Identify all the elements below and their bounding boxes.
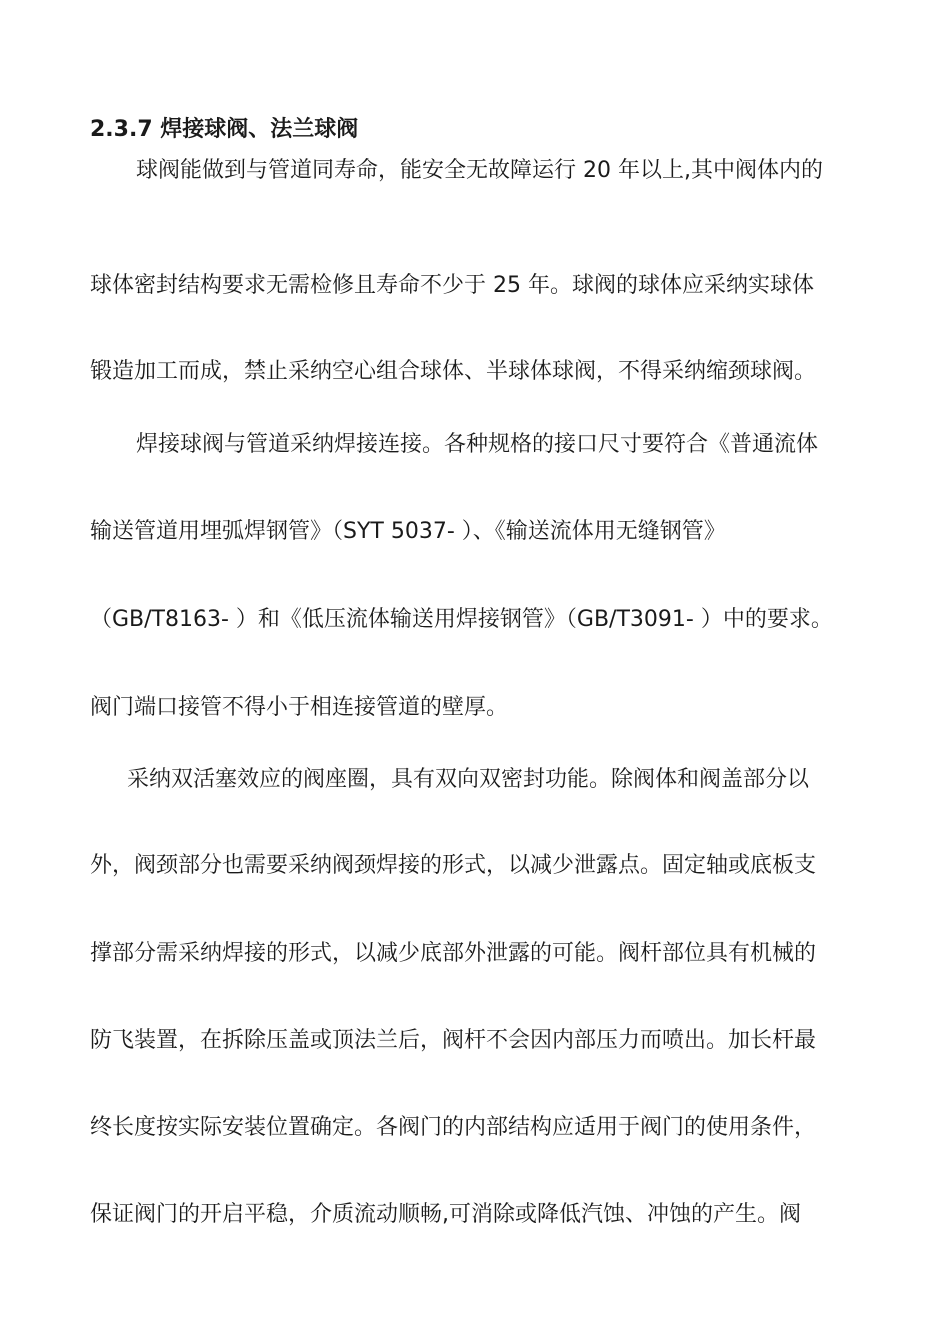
paragraph-line: （GB/T8163- ）和《低压流体输送用焊接钢管》（GB/T3091- ）中的要求。 — [90, 607, 833, 632]
paragraph-line: 球阀能做到与管道同寿命，能安全无故障运行 20 年以上,其中阀体内的 — [136, 158, 823, 183]
paragraph-line: 球体密封结构要求无需检修且寿命不少于 25 年。球阀的球体应采纳实球体 — [90, 273, 814, 298]
paragraph-line: 终长度按实际安装位置确定。各阀门的内部结构应适用于阀门的使用条件， — [90, 1115, 817, 1140]
paragraph-line: 防飞装置，在拆除压盖或顶法兰后，阀杆不会因内部压力而喷出。加长杆最 — [90, 1028, 817, 1053]
paragraph-line: 焊接球阀与管道采纳焊接连接。各种规格的接口尺寸要符合《普通流体 — [136, 432, 819, 457]
paragraph-line: 撑部分需采纳焊接的形式，以减少底部外泄露的可能。阀杆部位具有机械的 — [90, 941, 817, 966]
paragraph-line: 输送管道用埋弧焊钢管》（SYT 5037- ）、《输送流体用无缝钢管》 — [90, 519, 726, 544]
paragraph-line: 外，阀颈部分也需要采纳阀颈焊接的形式，以减少泄露点。固定轴或底板支 — [90, 853, 817, 878]
paragraph-line: 锻造加工而成，禁止采纳空心组合球体、半球体球阀，不得采纳缩颈球阀。 — [90, 359, 817, 384]
paragraph-line: 保证阀门的开启平稳，介质流动顺畅,可消除或降低汽蚀、冲蚀的产生。阀 — [90, 1202, 801, 1227]
section-heading: 2.3.7 焊接球阀、法兰球阀 — [90, 117, 359, 142]
paragraph-line: 采纳双活塞效应的阀座圈，具有双向双密封功能。除阀体和阀盖部分以 — [127, 767, 810, 792]
paragraph-line: 阀门端口接管不得小于相连接管道的壁厚。 — [90, 695, 509, 720]
